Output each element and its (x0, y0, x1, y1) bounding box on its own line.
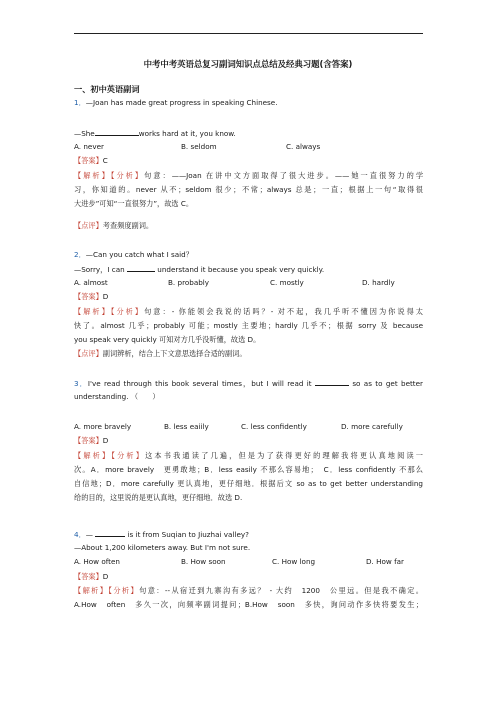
question-text: so as to get better (352, 379, 423, 388)
question-1-line2 (74, 128, 423, 139)
bracket-tag: 【点评】 (74, 349, 103, 358)
line-text: understand it because you speak very quickly. (157, 265, 325, 274)
answer-line (74, 436, 423, 446)
question-number: 4． (74, 530, 86, 539)
header-rule (74, 33, 423, 34)
answer-tag: 【答案】 (74, 156, 103, 165)
option-d: D. How far (366, 557, 404, 566)
blank (95, 529, 125, 537)
analysis-line: 自信地；D．more carefully 更认真地，更仔细地．根据后文 so as to get better understanding (74, 479, 423, 488)
analysis-line: 【解析】【分析】句意：——Joan 在讲中文方面取得了很大进步。——她一直很努力的学 (74, 171, 423, 180)
option-a: A. never (74, 142, 104, 151)
section-heading: 一、初中英语副词 (74, 84, 140, 94)
question-1-stem (74, 98, 423, 108)
option-a: A. almost (74, 278, 108, 287)
question-number: 3． (74, 379, 88, 388)
question-2-line2 (74, 264, 423, 275)
blank (95, 128, 139, 136)
analysis-line: you speak very quickly 可知对方几乎没听懂，故选 D。 (74, 335, 261, 344)
analysis-line: 【解析】【分析】句意：--从宿迁到九寨沟有多远？ - 大约 1200 公里远。但是我不确定。 (74, 586, 423, 595)
question-text: — (85, 530, 93, 539)
question-3-line2: understanding. （ ） (74, 392, 160, 401)
option-b: B. probably (168, 278, 210, 287)
line-text: works hard at it, you know. (138, 129, 236, 138)
bracket-tag: 【解析】【分析】 (74, 171, 145, 180)
answer-value: D (102, 572, 109, 581)
option-a: A. How often (74, 557, 120, 566)
line-text: —She (74, 129, 95, 138)
question-text: —Can you catch what I said？ (85, 250, 193, 259)
answer-value: D (102, 436, 109, 445)
analysis-line: 快了。almost 几乎；probably 可能；mostly 主要地；hardly 几乎不；根据 sorry 及 because (74, 321, 423, 330)
answer-tag: 【答案】 (74, 436, 103, 445)
option-c: C. always (286, 142, 321, 151)
question-number: 2． (74, 250, 86, 259)
analysis-line: 【解析】【分析】这本书我通读了几遍，但是为了获得更好的理解我将更认真地阅读一 (74, 451, 423, 460)
answer-tag: 【答案】 (74, 572, 103, 581)
analysis-line: 大进步”可知“一直很努力”，故选 C。 (74, 199, 194, 208)
analysis-line: 给的目的，这里说的是更认真地，更仔细地．故选 D. (74, 493, 243, 502)
answer-value: D (102, 292, 109, 301)
option-b: B. How soon (181, 557, 226, 566)
answer-line (74, 572, 423, 582)
option-c: C. mostly (270, 278, 304, 287)
comment-line: 【点评】考查频度副词。 (74, 221, 154, 230)
answer-line (74, 156, 423, 166)
option-c: C. less confidently (241, 422, 307, 431)
answer-tag: 【答案】 (74, 292, 103, 301)
option-b: B. seldom (181, 142, 217, 151)
option-c: C. How long (272, 557, 316, 566)
comment-line: 【点评】副词辨析，结合上下文意思选择合适的副词。 (74, 349, 247, 358)
question-4-stem (74, 529, 423, 540)
page-title: 中考中考英语总复习副词知识点总结及经典习题(含答案) (143, 59, 353, 69)
analysis-line: A.How often 多久一次，向频率副词提问；B.How soon 多快，询问动作多快将要发生； (74, 600, 423, 609)
question-text: I've read through this book several times，but I will read it (87, 379, 312, 388)
question-3-stem (74, 378, 423, 389)
blank (127, 264, 155, 272)
answer-line (74, 292, 423, 302)
question-2-stem (74, 250, 423, 260)
option-b: B. less eaiily (164, 422, 209, 431)
question-text: —Joan has made great progress in speaking Chinese. (85, 98, 278, 107)
bracket-tag: 【解析】【分析】 (74, 451, 146, 460)
option-d: D. hardly (362, 278, 395, 287)
analysis-line: 次。A．more bravely 更勇敢地；B．less easily 不那么容易地； C．less confidently 不那么 (74, 465, 423, 474)
line-text: —Sorry，I can (74, 265, 125, 274)
bracket-tag: 【解析】【分析】 (74, 307, 145, 316)
option-d: D. more carefully (341, 422, 403, 431)
blank (315, 378, 349, 386)
bracket-tag: 【解析】【分析】 (74, 586, 140, 595)
question-text: is it from Suqian to Jiuzhai valley? (127, 530, 249, 539)
analysis-line: 【解析】【分析】句意：- 你能领会我说的话吗？- 对不起，我几乎听不懂因为你说得太 (74, 307, 423, 316)
option-a: A. more bravely (74, 422, 132, 431)
question-4-line2: —About 1,200 kilometers away. But I'm not sure. (74, 543, 251, 552)
bracket-tag: 【点评】 (74, 221, 103, 230)
analysis-line: 习，你知道的。never 从不；seldom 很少；不常；always 总是；一直；根据上一句“取得很 (74, 185, 423, 194)
question-number: 1． (74, 98, 86, 107)
answer-value: C (102, 156, 108, 165)
